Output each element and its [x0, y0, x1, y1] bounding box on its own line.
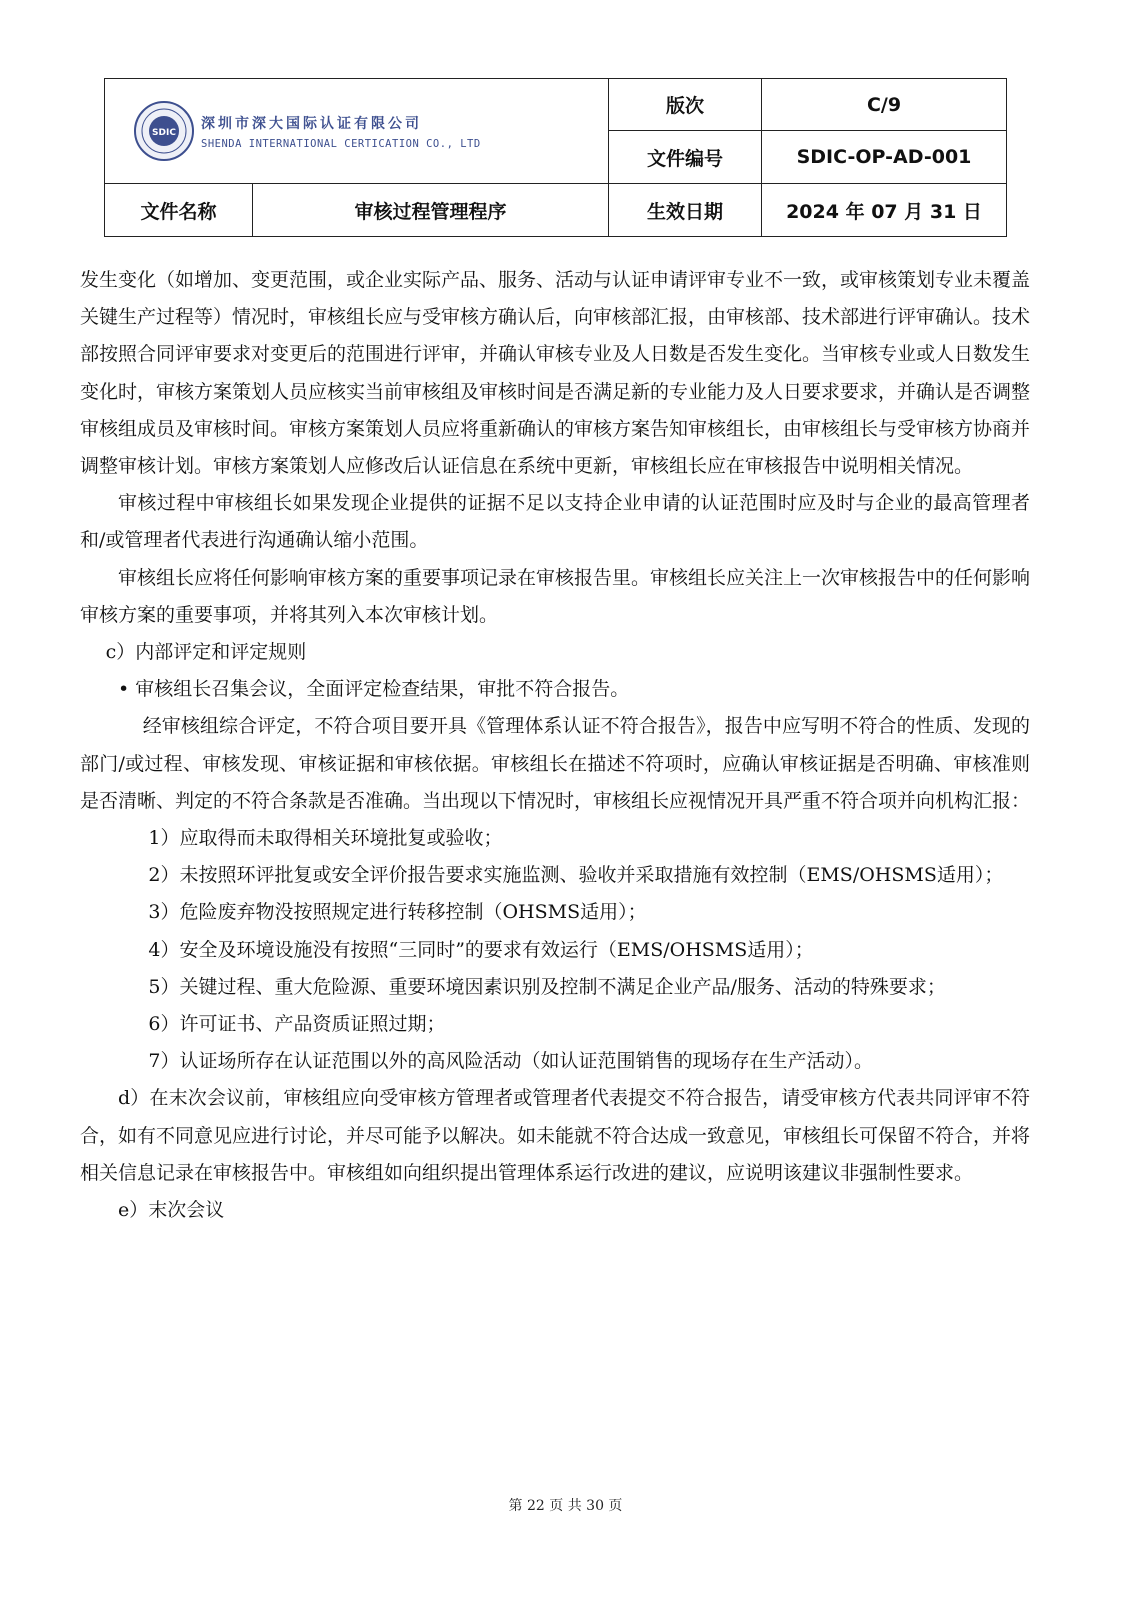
list-item: 4）安全及环境设施没有按照“三同时”的要求有效运行（EMS/OHSMS适用）；: [148, 938, 814, 961]
list-item: 7）认证场所存在认证范围以外的高风险活动（如认证范围销售的现场存在生产活动）。: [148, 1050, 873, 1073]
doc-number-label: 文件编号: [609, 131, 762, 184]
list-item: 1）应取得而未取得相关环境批复或验收；: [148, 827, 503, 850]
paragraph-continued: 发生变化（如增加、变更范围，或企业实际产品、服务、活动与认证申请评审专业不一致，或审核策划专业未覆盖关键生产过程等）情况时，审核组长应与受审核方确认后，向审核部汇报，由审核部、技术部进行评审确认。技术部按照合同评审要求对变更后的范围进行评审，并确认审核专业及人日数是否发生变化。当审核专业或人日数发生变化时，审核方案策划人员应核实当前审核组及审核时间是否满足新的专业能力及人日要求要求，并确认是否调整审核组成员及审核时间。审核方案策划人员应将重新确认的审核方案告知审核组长，由审核组长与受审核方协商并调整审核计划。审核方案策划人应修改后认证信息在系统中更新，审核组长应在审核报告中说明相关情况。: [80, 269, 1031, 478]
paragraph: 审核组长应将任何影响审核方案的重要事项记录在审核报告里。审核组长应关注上一次审核报告中的任何影响审核方案的重要事项，并将其列入本次审核计划。: [80, 566, 1031, 626]
list-item: 3）危险废弃物没按照规定进行转移控制（OHSMS适用）；: [148, 901, 647, 924]
doc-number-value: SDIC-OP-AD-001: [762, 131, 1007, 184]
list-item: 6）许可证书、产品资质证照过期；: [148, 1013, 446, 1036]
effective-date-label: 生效日期: [609, 184, 762, 237]
company-logo-cell: [105, 79, 609, 184]
section-heading-c: c）内部评定和评定规则: [105, 641, 307, 664]
paragraph: 审核过程中审核组长如果发现企业提供的证据不足以支持企业申请的认证范围时应及时与企业的最高管理者和/或管理者代表进行沟通确认缩小范围。: [80, 492, 1030, 552]
bullet-item: • 审核组长召集会议，全面评定检查结果，审批不符合报告。: [118, 678, 630, 701]
paragraph: 经审核组综合评定，不符合项目要开具《管理体系认证不符合报告》，报告中应写明不符合的性质、发现的部门/或过程、审核发现、审核证据和审核依据。审核组长在描述不符项时，应确认审核证据是否明确、审核准则是否清晰、判定的不符合条款是否准确。当出现以下情况时，审核组长应视情况开具严重不符合项并向机构汇报：: [80, 715, 1031, 812]
effective-date-value: 2024 年 07 月 31 日: [762, 184, 1007, 237]
version-label: 版次: [609, 79, 762, 131]
page-footer: 第 22 页 共 30 页: [508, 1498, 623, 1514]
doc-name-value: 审核过程管理程序: [253, 184, 609, 237]
logo-text: SDIC: [152, 128, 176, 138]
company-seal-icon: [133, 100, 195, 162]
company-name-en: SHENDA INTERNATIONAL CERTICATION CO., LTD: [201, 137, 481, 150]
section-paragraph-d: d）在末次会议前，审核组应向受审核方管理者或管理者代表提交不符合报告，请受审核方代表共同评审不符合，如有不同意见应进行讨论，并尽可能予以解决。如未能就不符合达成一致意见，审核组长可保留不符合，并将相关信息记录在审核报告中。审核组如向组织提出管理体系运行改进的建议，应说明该建议非强制性要求。: [80, 1087, 1031, 1184]
version-value: C/9: [762, 79, 1007, 131]
document-body: [80, 262, 1030, 1229]
doc-name-label: 文件名称: [105, 184, 253, 237]
list-item: 2）未按照环评批复或安全评价报告要求实施监测、验收并采取措施有效控制（EMS/OHSMS适用）；: [148, 864, 1004, 887]
list-item: 5）关键过程、重大危险源、重要环境因素识别及控制不满足企业产品/服务、活动的特殊要求；: [148, 975, 946, 998]
company-name-cn: 深圳市深大国际认证有限公司: [201, 115, 422, 132]
section-heading-e: e）末次会议: [118, 1199, 225, 1222]
document-header-table: [104, 78, 1007, 237]
